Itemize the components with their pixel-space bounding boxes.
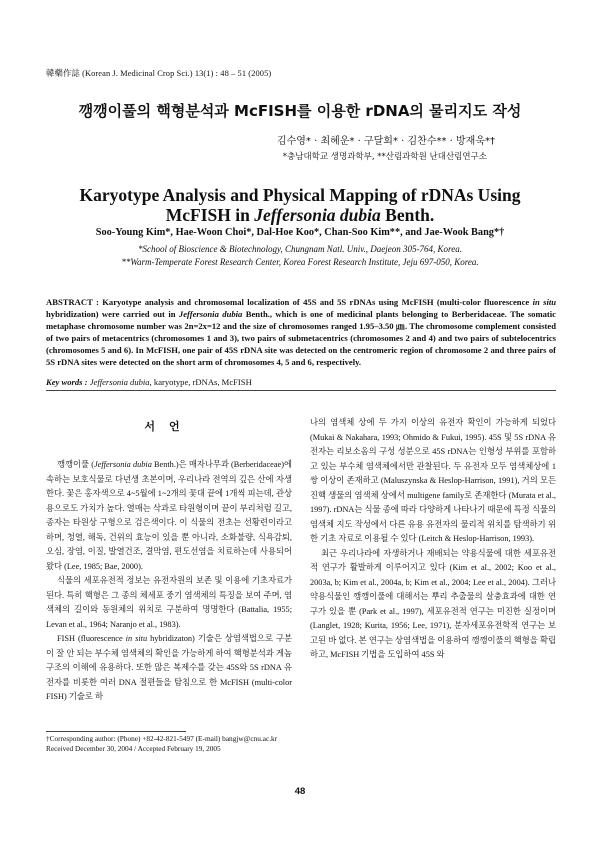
footnote (46, 734, 277, 754)
paragraph: 깽깽이풀 (Jeffersonia dubia Benth.)은 매자나무과 (Berberidaceae)에 속하는 보호식물로 다년생 초본이며, 우리나라 전역의 깊은 산에 자생한다. 꽃은 홍자색으로 4~5월에 1~2개의 꽃대 끝에 1개씩 피는데, 관상용으로도 가치가 높다. 열매는 삭과로 타원형이며 끝이 부리처럼 길고, 종자는 타원상 구형으로 검은색이다. 이 식물의 전초는 선황련이라고 하며, 청열, 해독, 건위의 효능이 있을 뿐 아니라, 소화불량, 식욕감퇴, 오심, 장염, 이질, 발열건조, 결막염, 편도선염을 치료하는데 사용되어 왔다 (Lee, 1985; Bae, 2000). (46, 460, 293, 571)
english-authors: Soo-Young Kim*, Hae-Woon Choi*, Dal-Hoe Koo*, Chan-Soo Kim**, and Jae-Wook Bang*† (95, 227, 505, 238)
body-column-right (310, 416, 556, 663)
affiliation-1: *School of Bioscience & Biotechnology, Chungnam Natl. Univ., Daejeon 305-764, Korea. (138, 244, 462, 254)
english-title (0, 185, 600, 225)
abstract-label: ABSTRACT : (46, 297, 103, 307)
footnote-divider (46, 731, 186, 732)
corresponding-author: †Corresponding author: (Phone) +82-42-821-5497 (E-mail) bangjw@cnu.ac.kr (46, 734, 278, 743)
keywords-label: Key words : (46, 377, 90, 387)
header-divider (46, 390, 556, 391)
received-dates: Received December 30, 2004 / Accepted February 19, 2005 (46, 744, 221, 753)
journal-citation: 韓藥作誌 (Korean J. Medicinal Crop Sci.) 13(1) : 48 – 51 (2005) (46, 69, 272, 78)
section-heading: 서언 (144, 420, 194, 433)
paragraph: 식물의 세포유전적 정보는 유전자원의 보존 및 이용에 기초자료가 된다. 특히 핵형은 그 종의 체세포 중기 염색체의 특징을 보여 주며, 염색체의 길이와 동원체의 위치로 구분하여 명명한다 (Battalia, 1955; Levan et al., 1964; Naranjo et al., 1983). (46, 576, 292, 629)
keywords: Key words : Jeffersonia dubia, karyotype, rDNAs, McFISH (46, 377, 252, 387)
english-title-line1: Karyotype Analysis and Physical Mapping of rDNAs Using (79, 185, 521, 205)
english-title-line2: McFISH in Jeffersonia dubia Benth. (165, 205, 435, 225)
korean-affiliations: *충남대학교 생명과학부, **산림과학원 난대산림연구소 (282, 152, 487, 162)
affiliation-2: **Warm-Temperate Forest Research Center, Korea Forest Research Institute, Jeju 697-050, Korea. (121, 257, 479, 267)
paragraph: 최근 우리나라에 자생하거나 재배되는 약용식물에 대한 세포유전적 연구가 활발하게 이루어지고 있다 (Kim et al., 2002; Koo et al., 2003a, b; Kim et al., 2004a, b; Kim et al., 2004; Lee et al., 2004). 그러나 약용식물인 깽깽이풀에 대해서는 뿌리 추출물의 살충효과에 대한 연구가 있을 뿐 (Park et al., 1997), 세포유전적 연구는 미진한 실정이며 (Langlet, 1928; Kurita, 1956; Lee, 1971), 분자세포유전학적 연구는 보고된 바 없다. 본 연구는 상염색법을 이용하여 깽깽이풀의 핵형을 확립하고, McFISH 기법을 도입하여 45S 와 (310, 548, 556, 659)
english-affiliations (0, 243, 600, 269)
body-column-left (46, 458, 292, 705)
korean-title: 깽깽이풀의 핵형분석과 McFISH를 이용한 rDNA의 물리지도 작성 (78, 102, 522, 120)
abstract: ABSTRACT : Karyotype analysis and chromosomal localization of 45S and 5S rDNAs using McFISH (multi-color fluorescence in situ hybridization) were carried out in Jeffersonia dubia Benth., which is one of medicinal plants belonging to Berberidaceae. The somatic metaphase chromosome number was 2n=2x=12 and the size of chromosomes ranged 1.95–3.50 ㎛. The chromosome complement consisted of two pairs of metacentrics (chromosomes 1 and 3), two pairs of submetacentrics (chromosomes 2 and 4) and two pairs of subtelocentrics (chromosomes 5 and 6). In McFISH, one pair of 45S rDNA site was detected on the centromeric region of chromosome 2 and three pairs of 5S rDNA sites were detected on the short arm of chromosomes 4, 5 and 6, respectively. (46, 297, 556, 368)
paragraph: FISH (fluorescence in situ hybridizaton) 기술은 상염색법으로 구분이 잘 안 되는 부수체 염색체의 확인을 가능하게 하여 핵형분석과 게놈 구조의 이해에 유용하다. 또한 많은 복제수를 갖는 45S와 5S rDNA 유전자를 비롯한 여러 DNA 절편들을 탐침으로 한 McFISH (multi-color FISH) 기술로 하 (46, 634, 292, 701)
page-number: 48 (294, 786, 306, 797)
paragraph: 나의 염색체 상에 두 가지 이상의 유전자 확인이 가능하게 되었다 (Mukai & Nakahara, 1993; Ohmido & Fukui, 1995). 45S 및 5S rDNA 유전자는 리보소옴의 구성 성분으로 45S rDNA는 인형성 부위를 포함하고 있는 부수체 염색체에서만 관찰된다. 두 유전자 모두 염색체상에 1쌍 이상이 존재하고 (Maluszynska & Heslop-Harrison, 1991), 거의 모든 진핵 생물의 염색체 상에서 multigene family로 존재한다 (Murata et al., 1997). rDNA는 식물 종에 따라 다양하게 나타나기 때문에 특정 식물의 염색체 지도 작성에서 다른 유용 유전자의 물리적 위치를 탐색하기 위한 기초 자료로 이용될 수 있다 (Leitch & Heslop-Harrison, 1993). (310, 418, 556, 543)
korean-authors: 김수영* · 최혜운* · 구달회* · 김찬수** · 방재욱*† (276, 136, 495, 147)
title-species: Jeffersonia dubia (254, 205, 381, 225)
